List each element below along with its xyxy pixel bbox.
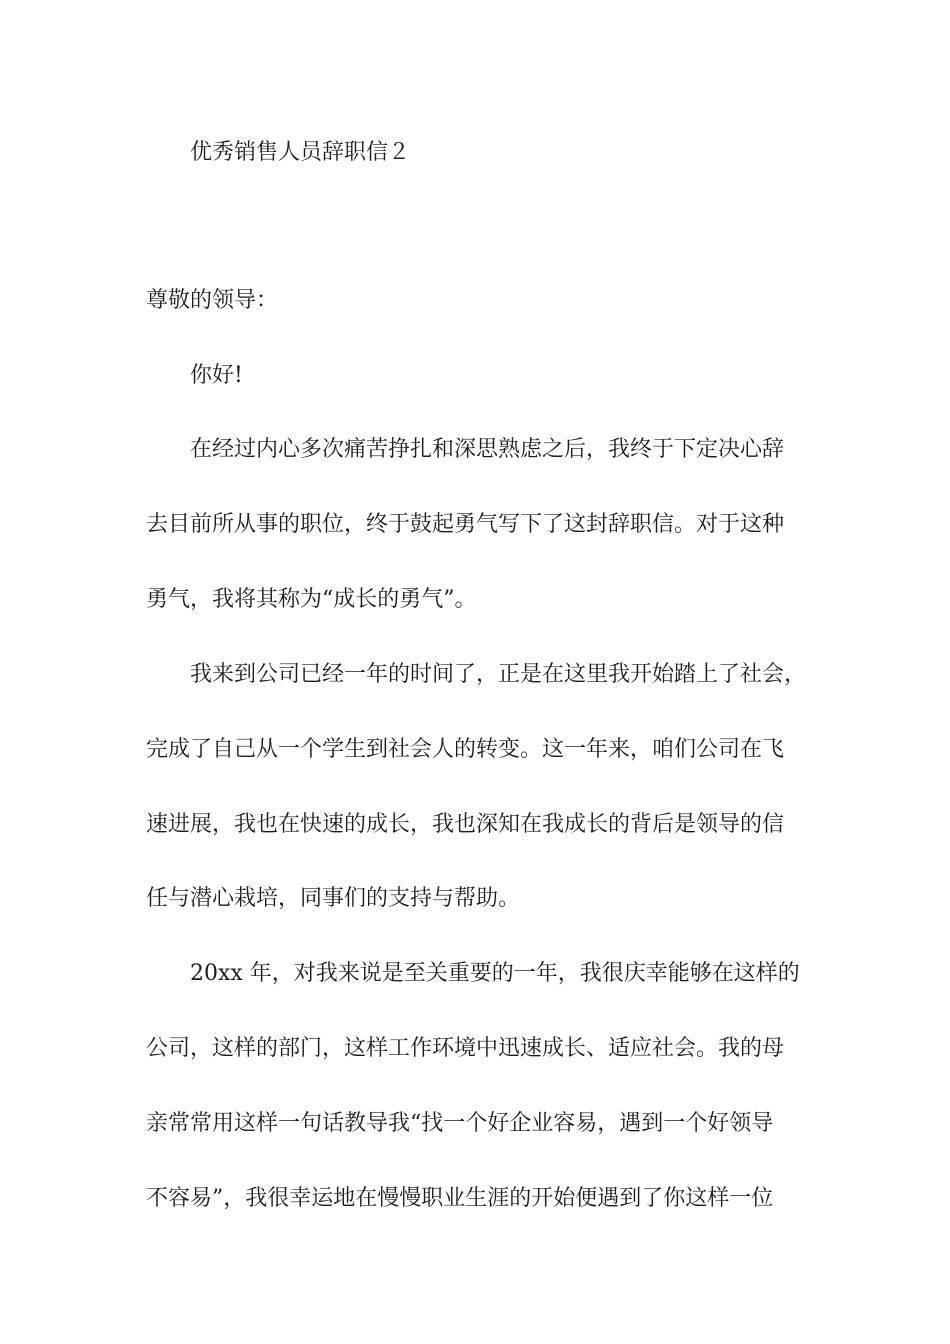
paragraph-line: 20xx 年，对我来说是至关重要的一年，我很庆幸能够在这样的 [190, 961, 800, 986]
paragraph-line: 公司，这样的部门，这样工作环境中迅速成长、适应社会。我的母 [146, 1036, 785, 1061]
greeting: 你好! [190, 363, 243, 388]
paragraph-line: 不容易”，我很幸运地在慢慢职业生涯的开始便遇到了你这样一位 [146, 1186, 774, 1211]
paragraph-line: 任与潜心栽培，同事们的支持与帮助。 [146, 886, 521, 911]
document-title: 优秀销售人员辞职信２ [190, 140, 411, 165]
salutation: 尊敬的领导： [146, 288, 279, 313]
paragraph-line: 去目前所从事的职位，终于鼓起勇气写下了这封辞职信。对于这种 [146, 512, 785, 537]
paragraph-line: 速进展，我也在快速的成长，我也深知在我成长的背后是领导的信 [146, 812, 785, 837]
paragraph-line: 亲常常用这样一句话教导我“找一个好企业容易，遇到一个好领导 [146, 1111, 774, 1136]
paragraph-line: 我来到公司已经一年的时间了，正是在这里我开始踏上了社会， [190, 662, 807, 687]
paragraph-line: 在经过内心多次痛苦挣扎和深思熟虑之后，我终于下定决心辞 [190, 437, 785, 462]
paragraph-line: 完成了自己从一个学生到社会人的转变。这一年来，咱们公司在飞 [146, 737, 785, 762]
paragraph-line: 勇气，我将其称为“成长的勇气”。 [146, 587, 477, 612]
